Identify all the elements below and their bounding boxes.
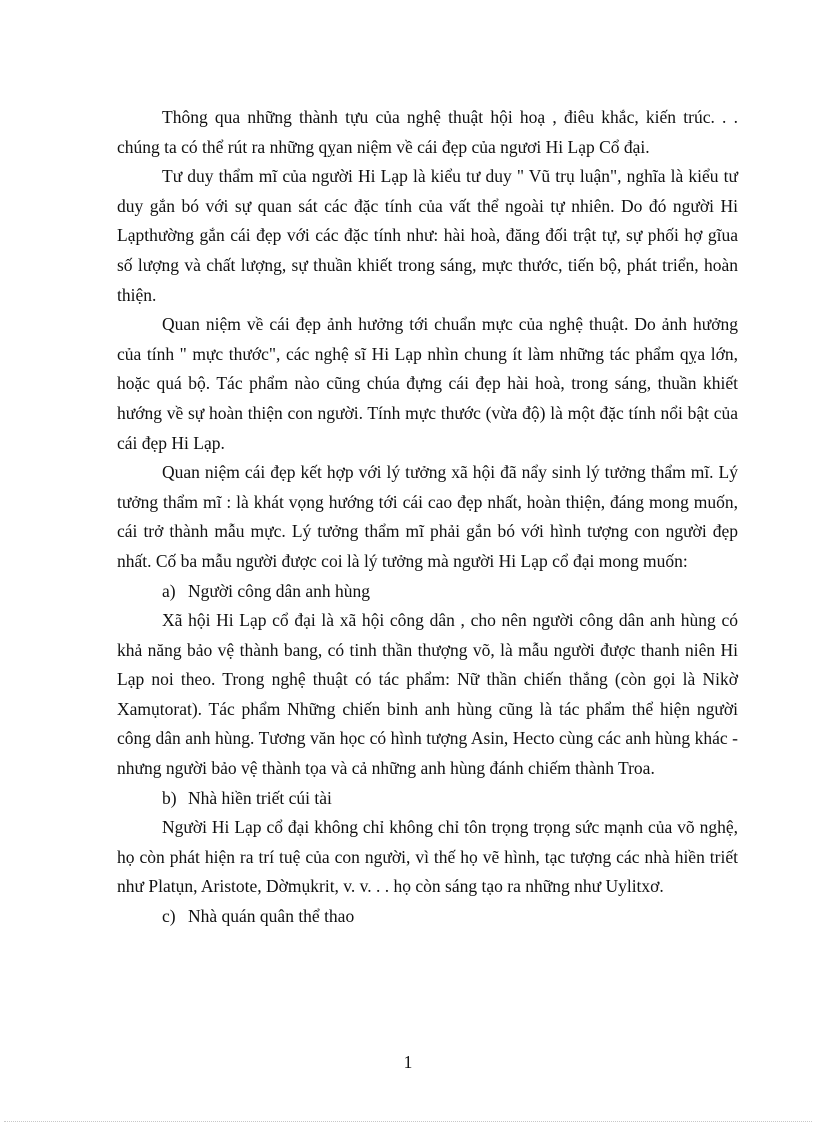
list-marker-c: c) xyxy=(162,906,176,927)
paragraph-art-standards: Quan niệm về cái đẹp ảnh hưởng tới chuẩn mực của nghệ thuật. Do ảnh hưởng của tính " mực thước", các nghệ sĩ Hi Lạp nhìn chung ít làm những tác phẩm qỵa lớn, hoặc quá bộ. Tác phẩm nào cũng chúa đựng cái đẹp hài hoà, trong sáng, thuần khiết hướng về sự hoàn thiện con người. Tính mực thước (vừa độ) là một đặc tính nổi bật của cái đẹp Hi Lạp. xyxy=(117,314,738,453)
list-item-b xyxy=(117,784,738,814)
document-body xyxy=(117,103,738,932)
list-item-b-text: Nhà hiền triết cúi tài xyxy=(188,787,332,808)
paragraph-aesthetic-ideal: Quan niệm cái đẹp kết hợp với lý tưởng xã hội đã nẩy sinh lý tưởng thẩm mĩ. Lý tưởng thẩm mĩ : là khát vọng hướng tới cái cao đẹp nhất, hoàn thiện, đáng mong muốn, cái trở thành mẫu mực. Lý tưởng thẩm mĩ phải gắn bó với hình tượng con người đẹp nhất. Cố ba mẫu người được coi là lý tưởng mà người Hi Lạp cổ đại mong muốn: xyxy=(117,462,738,571)
page-footer-divider xyxy=(4,1121,812,1122)
paragraph-aesthetic-thinking: Tư duy thẩm mĩ của người Hi Lạp là kiểu tư duy " Vũ trụ luận", nghĩa là kiểu tư duy gắn bó với sự quan sát các đặc tính của vất thể ngoài tự nhiên. Do đó người Hi Lạpthường gắn cái đẹp với các đặc tính như: hài hoà, đăng đối trật tự, sự phối hợ gĩua số lượng và chất lượng, sự thuần khiết trong sáng, mực thước, tiến bộ, phát triển, hoàn thiện. xyxy=(117,166,738,305)
list-item-a xyxy=(117,577,738,607)
list-item-c xyxy=(117,902,738,932)
list-marker-b: b) xyxy=(162,787,177,808)
paragraph-citizen-hero: Xã hội Hi Lạp cổ đại là xã hội công dân , cho nên người công dân anh hùng có khả năng bảo vệ thành bang, có tinh thần thượng võ, là mẫu người được thanh niên Hi Lạp noi theo. Trong nghệ thuật có tác phẩm: Nữ thần chiến thắng (còn gọi là Nikờ Xamụtorat). Tác phẩm Những chiến binh anh hùng cũng là tác phẩm thể hiện người công dân anh hùng. Tương văn học có hình tượng Asin, Hecto cùng các anh hùng khác - nhưng người bảo vệ thành tọa và cả những anh hùng đánh chiếm thành Troa. xyxy=(117,610,738,779)
paragraph-philosopher: Người Hi Lạp cổ đại không chỉ không chỉ tôn trọng trọng sức mạnh của võ nghệ, họ còn phát hiện ra trí tuệ của con người, vì thế họ vẽ hình, tạc tượng các nhà hiền triết như Platụn, Aristote, Dờmụkrit, v. v. . . họ còn sáng tạo ra những như Uylitxơ. xyxy=(117,817,738,897)
paragraph-intro: Thông qua những thành tựu của nghệ thuật hội hoạ , điêu khắc, kiến trúc. . . chúng ta có thể rút ra những qỵan niệm về cái đẹp của ngươi Hi Lạp Cổ đại. xyxy=(117,107,738,157)
list-marker-a: a) xyxy=(162,580,176,601)
page-number: 1 xyxy=(403,1052,413,1072)
list-item-a-text: Người công dân anh hùng xyxy=(188,580,371,601)
list-item-c-text: Nhà quán quân thể thao xyxy=(188,906,355,927)
